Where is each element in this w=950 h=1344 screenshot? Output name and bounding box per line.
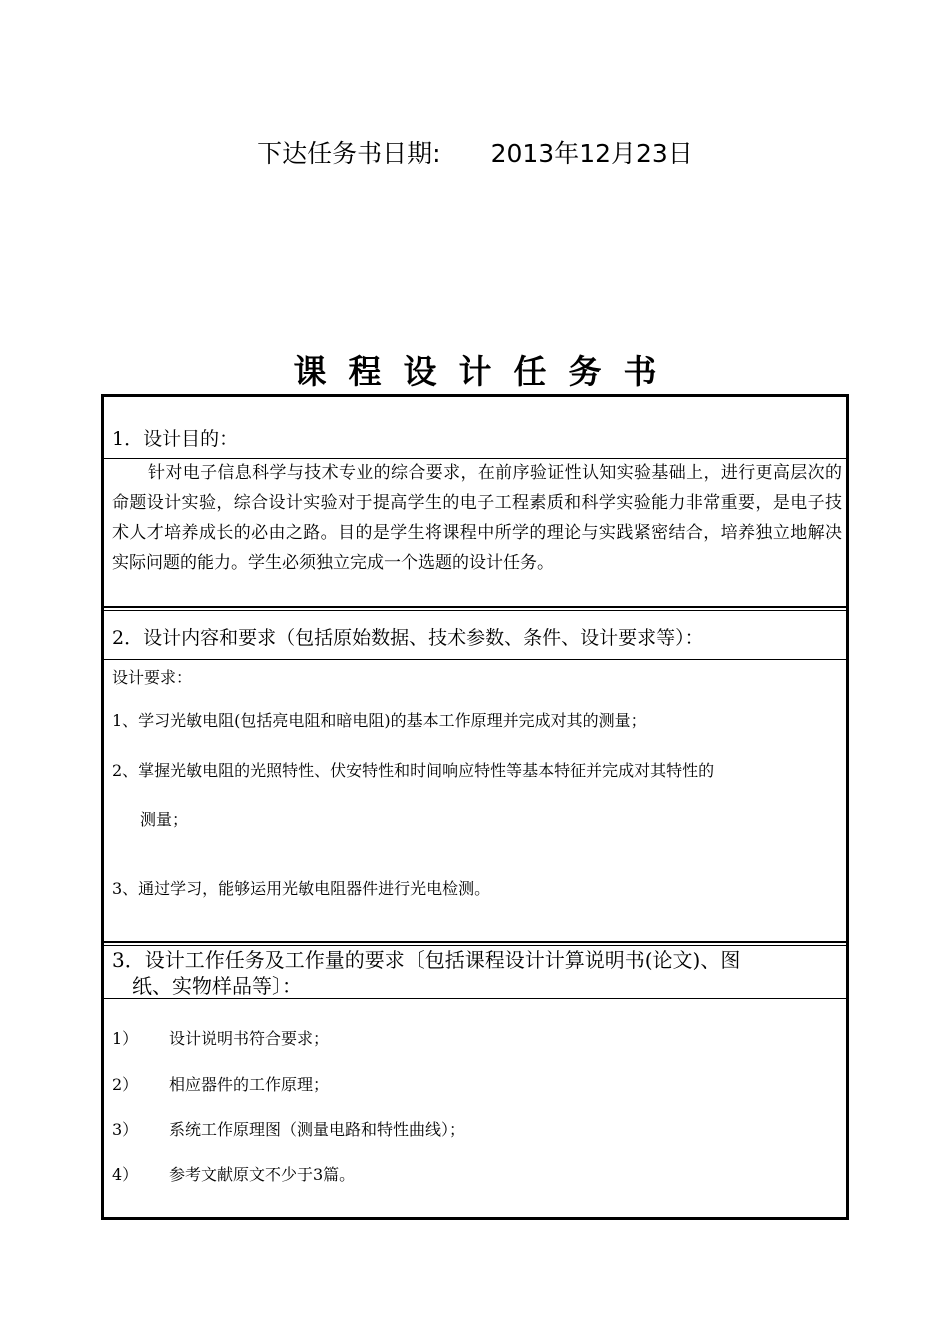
task-item-number: 3） <box>112 1120 139 1139</box>
task-item-2 <box>112 1072 329 1095</box>
task-item-number: 2） <box>112 1075 139 1094</box>
section-divider <box>103 941 847 943</box>
section1-paragraph: 针对电子信息科学与技术专业的综合要求，在前序验证性认知实验基础上，进行更高层次的命题设计实验，综合设计实验对于提高学生的电子工程素质和科学实验能力非常重要，是电子技术人才培养成长的必由之路。目的是学生将课程中所学的理论与实践紧密结合，培养独立地解决实际问题的能力。学生必须独立完成一个选题的设计任务。 <box>112 463 842 573</box>
section3-heading <box>112 947 842 999</box>
section-divider-inner <box>103 610 847 611</box>
issue-date-value: 2013年12月23日 <box>490 139 693 168</box>
task-item-text: 相应器件的工作原理； <box>169 1075 330 1094</box>
section1-heading: 1．设计目的： <box>112 428 239 450</box>
requirement-item-2-line1: 2、掌握光敏电阻的光照特性、伏安特性和时间响应特性等基本特征并完成对其特性的 <box>112 761 715 780</box>
section2-subheading: 设计要求： <box>112 668 193 687</box>
task-item-text: 系统工作原理图（测量电路和特性曲线）； <box>169 1120 466 1139</box>
section3-heading-line2: 纸、实物样品等〕： <box>132 974 302 998</box>
task-item-3 <box>112 1117 465 1140</box>
document-title: 课程设计任务书 <box>293 352 679 391</box>
task-item-text: 参考文献原文不少于3篇。 <box>169 1165 356 1184</box>
issue-date-line <box>0 134 950 170</box>
task-item-number: 1） <box>112 1029 139 1048</box>
section2-heading: 2．设计内容和要求（包括原始数据、技术参数、条件、设计要求等）： <box>112 627 704 649</box>
issue-date-label: 下达任务书日期: <box>257 139 441 168</box>
requirement-item-2-line2: 测量； <box>140 810 189 829</box>
task-item-text: 设计说明书符合要求； <box>169 1029 330 1048</box>
task-item-1 <box>112 1026 329 1049</box>
task-item-4 <box>112 1162 355 1185</box>
requirement-item-1: 1、学习光敏电阻(包括亮电阻和暗电阻)的基本工作原理并完成对其的测量； <box>112 711 647 730</box>
section-divider <box>103 606 847 608</box>
divider <box>103 998 847 999</box>
requirement-item-3: 3、通过学习，能够运用光敏电阻器件进行光电检测。 <box>112 879 491 898</box>
section-divider-inner <box>103 945 847 946</box>
divider <box>103 659 847 660</box>
section3-heading-line1: 3．设计工作任务及工作量的要求〔包括课程设计计算说明书(论文)、图 <box>112 948 741 972</box>
task-item-number: 4） <box>112 1165 139 1184</box>
